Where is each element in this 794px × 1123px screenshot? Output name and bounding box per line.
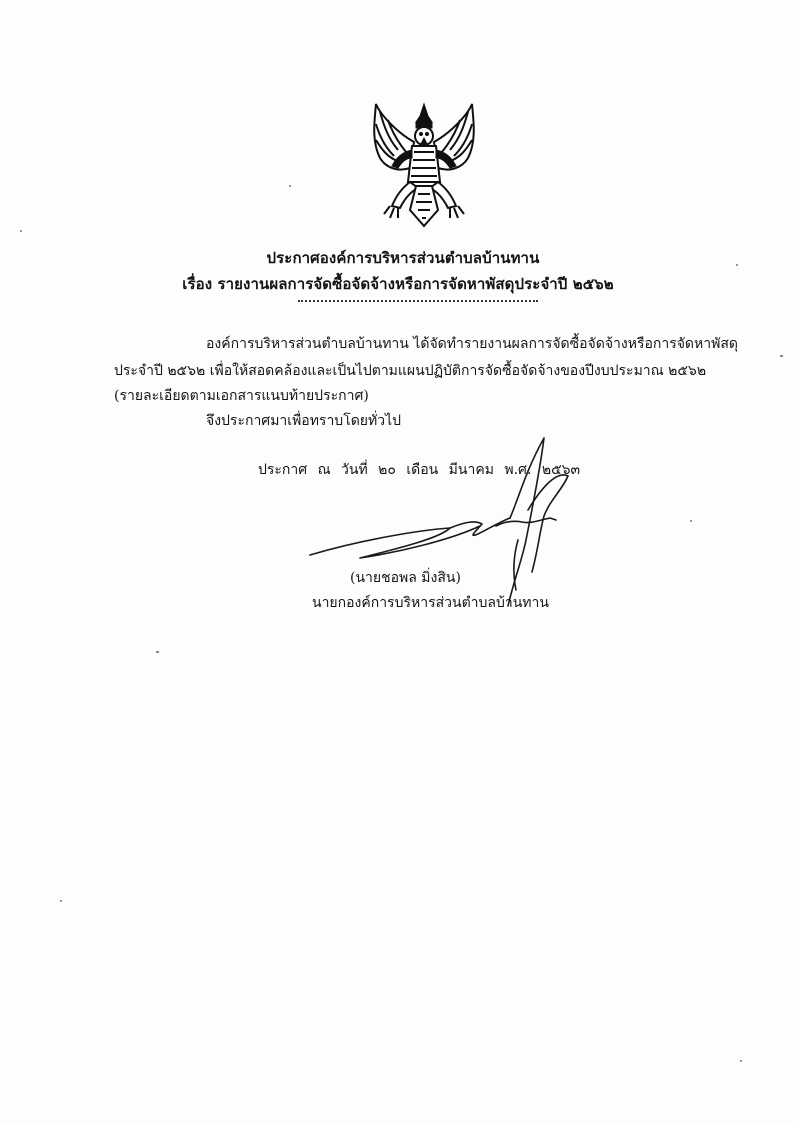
document-title: ประกาศองค์การบริหารส่วนตำบลบ้านทาน (266, 249, 540, 267)
document-subject: เรื่อง รายงานผลการจัดซื้อจัดจ้างหรือการจัดหาพัสดุประจำปี ๒๕๖๒ (182, 275, 614, 293)
body-paragraph-line-3: (รายละเอียดตามเอกสารแนบท้ายประกาศ) (114, 388, 369, 404)
signer-name: (นายชอพล มิ่งสิน) (350, 570, 461, 586)
scan-speck (156, 651, 159, 653)
scan-speck (740, 1060, 742, 1062)
garuda-emblem-icon (366, 102, 482, 230)
dotted-divider (298, 300, 538, 302)
scan-speck (289, 185, 291, 187)
announcement-date: ประกาศ ณ วันที่ ๒๐ เดือน มีนาคม พ.ศ. ๒๕๖๓ (258, 462, 581, 478)
scan-speck (690, 520, 692, 522)
closing-statement: จึงประกาศมาเพื่อทราบโดยทั่วไป (206, 413, 402, 429)
body-paragraph-line-2: ประจำปี ๒๕๖๒ เพื่อให้สอดคล้องและเป็นไปตามแผนปฏิบัติการจัดซื้อจัดจ้างของปีงบประมาณ ๒๕๖๒ (114, 363, 707, 379)
scan-speck (60, 900, 62, 902)
scan-speck (20, 230, 22, 232)
scan-speck (780, 355, 783, 357)
scan-speck (736, 264, 738, 266)
signer-title: นายกองค์การบริหารส่วนตำบลบ้านทาน (312, 595, 549, 611)
body-paragraph-line-1: องค์การบริหารส่วนตำบลบ้านทาน ได้จัดทำรายงานผลการจัดซื้อจัดจ้างหรือการจัดหาพัสดุ (206, 336, 738, 352)
